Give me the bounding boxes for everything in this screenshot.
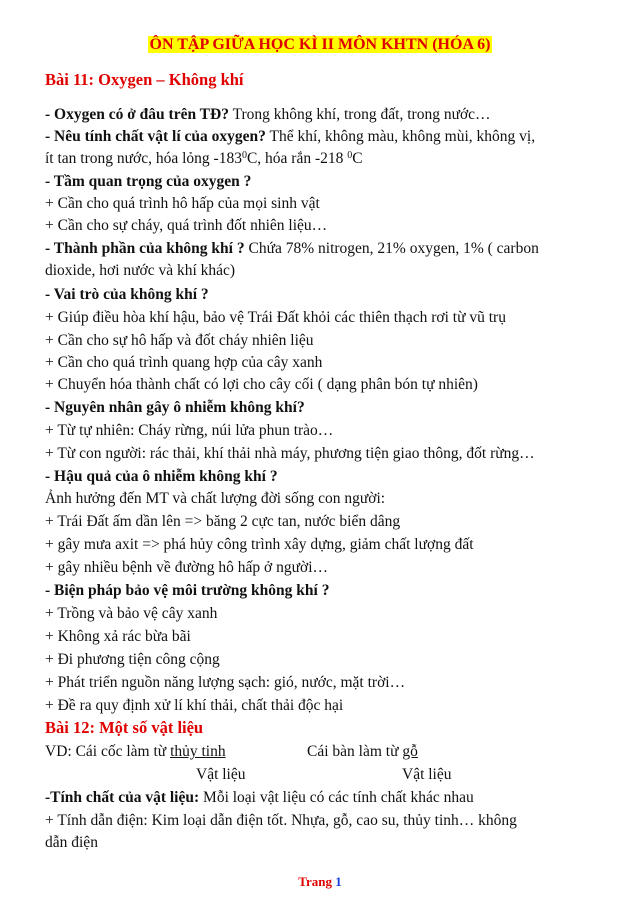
question-oxygen-location: - Oxygen có ở đâu trên TĐ? Trong không khí, trong đất, trong nước… bbox=[45, 106, 491, 123]
document-title: ÔN TẬP GIỮA HỌC KÌ II MÔN KHTN (HÓA 6) bbox=[149, 36, 491, 53]
conductivity-line: + Tính dẫn điện: Kim loại dẫn điện tốt. Nhựa, gỗ, cao su, thủy tinh… không bbox=[45, 812, 517, 829]
lesson-11-heading: Bài 11: Oxygen – Không khí bbox=[45, 70, 244, 89]
list-item: + Giúp điều hòa khí hậu, bảo vệ Trái Đất khỏi các thiên thạch rơi từ vũ trụ bbox=[45, 309, 506, 326]
list-item: + Từ tự nhiên: Cháy rừng, núi lửa phun trào… bbox=[45, 422, 334, 439]
list-item: + Đi phương tiện công cộng bbox=[45, 651, 220, 668]
question-air-composition: - Thành phần của không khí ? Chứa 78% nitrogen, 21% oxygen, 1% ( carbon bbox=[45, 240, 539, 257]
list-item: + Cần cho sự cháy, quá trình đốt nhiên liệu… bbox=[45, 217, 328, 234]
list-item: + Cần cho quá trình hô hấp của mọi sinh vật bbox=[45, 195, 320, 212]
list-item: + Phát triển nguồn năng lượng sạch: gió, nước, mặt trời… bbox=[45, 674, 406, 691]
page-number: 1 bbox=[335, 874, 342, 889]
material-glass: thủy tinh bbox=[170, 743, 226, 760]
list-item: + Đề ra quy định xử lí khí thải, chất thải độc hại bbox=[45, 697, 344, 714]
question-oxygen-properties: - Nêu tính chất vật lí của oxygen? Thể khí, không màu, không mùi, không vị, bbox=[45, 128, 536, 145]
list-item: + Trái Đất ấm dần lên => băng 2 cực tan, nước biển dâng bbox=[45, 513, 401, 530]
question-pollution-effects: - Hậu quả của ô nhiễm không khí ? bbox=[45, 468, 278, 485]
material-label-1: Vật liệu bbox=[196, 766, 246, 783]
air-composition-cont: dioxide, hơi nước và khí khác) bbox=[45, 262, 236, 279]
list-item: + gây mưa axit => phá hủy công trình xây dựng, giảm chất lượng đất bbox=[45, 536, 474, 553]
example-line: VD: Cái cốc làm từ thủy tinh bbox=[45, 743, 226, 760]
material-wood: gỗ bbox=[402, 743, 418, 760]
list-item: + Cần cho quá trình quang hợp của cây xanh bbox=[45, 354, 323, 371]
page-footer: Trang 1 bbox=[298, 874, 342, 889]
material-label-2: Vật liệu bbox=[402, 766, 452, 783]
list-item: + Trồng và bảo vệ cây xanh bbox=[45, 605, 218, 622]
list-item: + Từ con người: rác thải, khí thải nhà máy, phương tiện giao thông, đốt rừng… bbox=[45, 445, 535, 462]
question-air-role: - Vai trò của không khí ? bbox=[45, 286, 209, 303]
list-item: Ảnh hưởng đến MT và chất lượng đời sống con người: bbox=[45, 490, 386, 507]
material-properties: -Tính chất của vật liệu: Mỗi loại vật liệu có các tính chất khác nhau bbox=[45, 789, 474, 806]
list-item: + Không xả rác bừa bãi bbox=[45, 628, 191, 645]
lesson-12-heading: Bài 12: Một số vật liệu bbox=[45, 718, 204, 737]
list-item: + Chuyển hóa thành chất có lợi cho cây cối ( dạng phân bón tự nhiên) bbox=[45, 376, 478, 393]
question-oxygen-importance: - Tầm quan trọng của oxygen ? bbox=[45, 173, 252, 190]
oxygen-properties-cont: ít tan trong nước, hóa lỏng $-183^0C$, hóa rắn -218 $^0$C bbox=[45, 150, 363, 167]
list-item: + Cần cho sự hô hấp và đốt cháy nhiên liệu bbox=[45, 332, 314, 349]
question-protection-measures: - Biện pháp bảo vệ môi trường không khí ? bbox=[45, 582, 330, 599]
list-item: + gây nhiều bệnh về đường hô hấp ở người… bbox=[45, 559, 329, 576]
conductivity-cont: dẫn điện bbox=[45, 834, 98, 851]
question-pollution-causes: - Nguyên nhân gây ô nhiễm không khí? bbox=[45, 399, 305, 416]
example-line-table: Cái bàn làm từ gỗ bbox=[307, 743, 418, 760]
